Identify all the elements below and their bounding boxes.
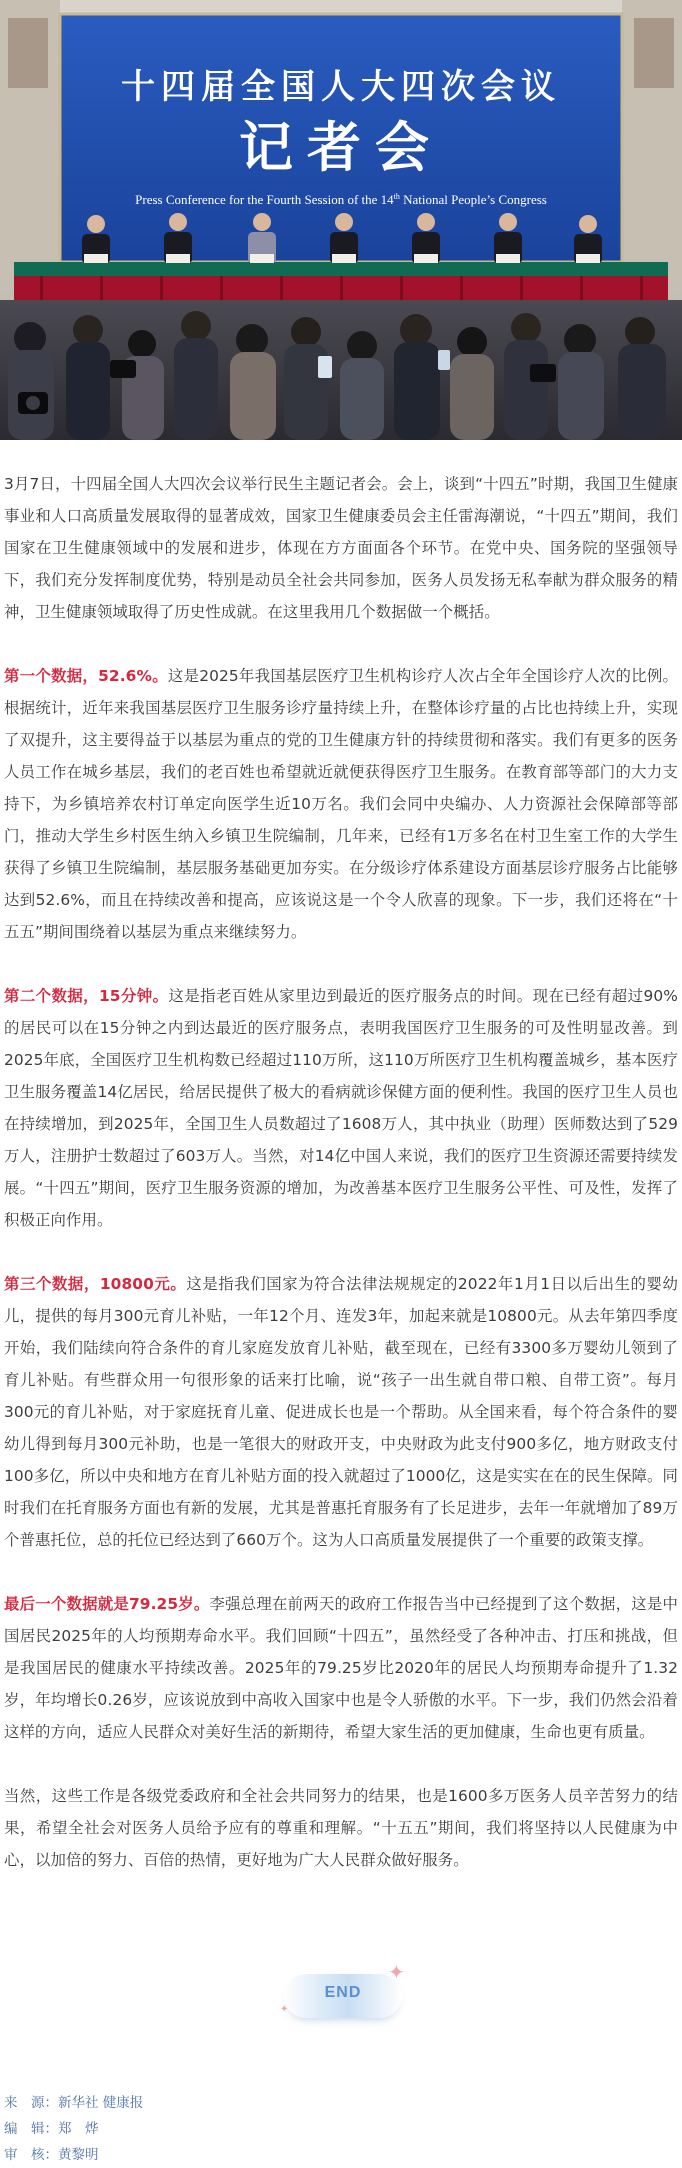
banner-english: Press Conference for the Fourth Session of the 14th National People’s Congress — [135, 192, 547, 207]
data-point-1-paragraph — [4, 660, 678, 948]
banner-subtitle: 记者会 — [239, 115, 443, 179]
end-marker — [0, 1960, 682, 2030]
data-point-2-text: 这是指老百姓从家里边到最近的医疗服务点的时间。现在已经有超过90%的居民可以在15分钟之内到达最近的医疗服务点，表明我国医疗卫生服务的可及性明显改善。到2025年底，全国医疗卫生机构数已经超过110万所，这110万所医疗卫生机构覆盖城乡，基本医疗卫生服务覆盖14亿居民，给居民提供了极大的看病就诊保健方面的便利性。我国的医疗卫生人员也在持续增加，到2025年，全国卫生人员数超过了1608万人，其中执业（助理）医师数达到了529万人，注册护士数超过了603万人。当然，对14亿中国人来说，我们的医疗卫生资源还需要持续发展。“十四五”期间，医疗卫生服务资源的增加，为改善基本医疗卫生服务公平性、可及性，发挥了积极正向作用。 — [4, 987, 678, 1229]
end-label: END — [324, 1984, 362, 2001]
intro-paragraph — [4, 468, 678, 628]
data-point-3-highlight: 第三个数据，10800元。 — [4, 1275, 187, 1293]
end-badge — [284, 1974, 402, 2018]
intro-text: 3月7日，十四届全国人大四次会议举行民生主题记者会。会上，谈到“十四五”时期，我国卫生健康事业和人口高质量发展取得的显著成效，国家卫生健康委员会主任雷海潮说，“十四五”期间，我们国家在卫生健康领域中的发展和进步，体现在方方面面各个环节。在党中央、国务院的坚强领导下，我们充分发挥制度优势，特别是动员全社会共同参加，医务人员发扬无私奉献为群众服务的精神，卫生健康领域取得了历史性成就。在这里我用几个数据做一个概括。 — [4, 475, 678, 621]
data-point-4-text: 李强总理在前两天的政府工作报告当中已经提到了这个数据，这是中国居民2025年的人均预期寿命水平。我们回顾“十四五”，虽然经受了各种冲击、打压和挑战，但是我国居民的健康水平持续改善。2025年的79.25岁比2020年的居民人均预期寿命提升了1.32岁，年均增长0.26岁，应该说放到中高收入国家中也是令人骄傲的水平。下一步，我们仍然会沿着这样的方向，适应人民群众对美好生活的新期待，希望大家生活的更加健康，生命也更有质量。 — [4, 1595, 678, 1741]
data-point-1-highlight: 第一个数据，52.6%。 — [4, 667, 168, 685]
sparkle-icon: ✦ — [388, 1960, 405, 1984]
data-point-3-paragraph — [4, 1268, 678, 1556]
data-point-4-paragraph — [4, 1588, 678, 1748]
credit-source-value: 新华社 健康报 — [58, 2095, 144, 2111]
article-body — [0, 468, 682, 1876]
press-conference-photo — [0, 0, 682, 440]
data-point-4-highlight: 最后一个数据就是79.25岁。 — [4, 1595, 210, 1613]
sparkle-small-icon: ✦ — [280, 2004, 289, 2015]
banner-title: 十四届全国人大四次会议 — [121, 67, 561, 107]
closing-paragraph — [4, 1780, 678, 1876]
press-conference-illustration — [0, 0, 682, 440]
data-point-1-text: 这是2025年我国基层医疗卫生机构诊疗人次占全年全国诊疗人次的比例。根据统计，近年来我国基层医疗卫生服务诊疗量持续上升，在整体诊疗量的占比也持续上升，实现了双提升，这主要得益于以基层为重点的党的卫生健康方针的持续贯彻和落实。我们有更多的医务人员工作在城乡基层，我们的老百姓也希望就近就便获得医疗卫生服务。在教育部等部门的大力支持下，为乡镇培养农村订单定向医学生近10万名。我们会同中央编办、人力资源社会保障部等部门，推动大学生乡村医生纳入乡镇卫生院编制，几年来，已经有1万多名在村卫生室工作的大学生获得了乡镇卫生院编制，基层服务基础更加夯实。在分级诊疗体系建设方面基层诊疗服务占比能够达到52.6%，而且在持续改善和提高，应该说这是一个令人欣喜的现象。下一步，我们还将在“十五五”期间围绕着以基层为重点来继续努力。 — [4, 667, 678, 941]
credit-editor — [4, 2116, 143, 2142]
data-point-3-text: 这是指我们国家为符合法律法规规定的2022年1月1日以后出生的婴幼儿，提供的每月300元育儿补贴，一年12个月、连发3年，加起来就是10800元。从去年第四季度开始，我们陆续向符合条件的育儿家庭发放育儿补贴，截至现在，已经有3300多万婴幼儿领到了育儿补贴。有些群众用一句很形象的话来打比喻，说“孩子一出生就自带口粮、自带工资”。每月300元的育儿补贴，对于家庭抚育儿童、促进成长也是一个帮助。从全国来看，每个符合条件的婴幼儿得到每月300元补助，也是一笔很大的财政开支，中央财政为此支付900多亿，地方财政支付100多亿，所以中央和地方在育儿补贴方面的投入就超过了1000亿，这是实实在在的民生保障。同时我们在托育服务方面也有新的发展，尤其是普惠托育服务有了长足进步，去年一年就增加了89万个普惠托位，总的托位已经达到了660万个。这为人口高质量发展提供了一个重要的政策支撑。 — [4, 1275, 678, 1549]
credits — [4, 2090, 143, 2168]
credit-reviewer-value: 黄黎明 — [58, 2147, 99, 2163]
credit-source — [4, 2090, 143, 2116]
credit-editor-value: 郑 烨 — [58, 2121, 99, 2137]
data-point-2-paragraph — [4, 980, 678, 1236]
credit-editor-label: 编 辑： — [4, 2121, 58, 2137]
credit-source-label: 来 源： — [4, 2095, 58, 2111]
credit-reviewer-label: 审 核： — [4, 2147, 58, 2163]
closing-text: 当然，这些工作是各级党委政府和全社会共同努力的结果，也是1600多万医务人员辛苦努力的结果，希望全社会对医务人员给予应有的尊重和理解。“十五五”期间，我们将坚持以人民健康为中心，以加倍的努力、百倍的热情，更好地为广大人民群众做好服务。 — [4, 1787, 678, 1869]
data-point-2-highlight: 第二个数据，15分钟。 — [4, 987, 169, 1005]
credit-reviewer — [4, 2142, 143, 2168]
